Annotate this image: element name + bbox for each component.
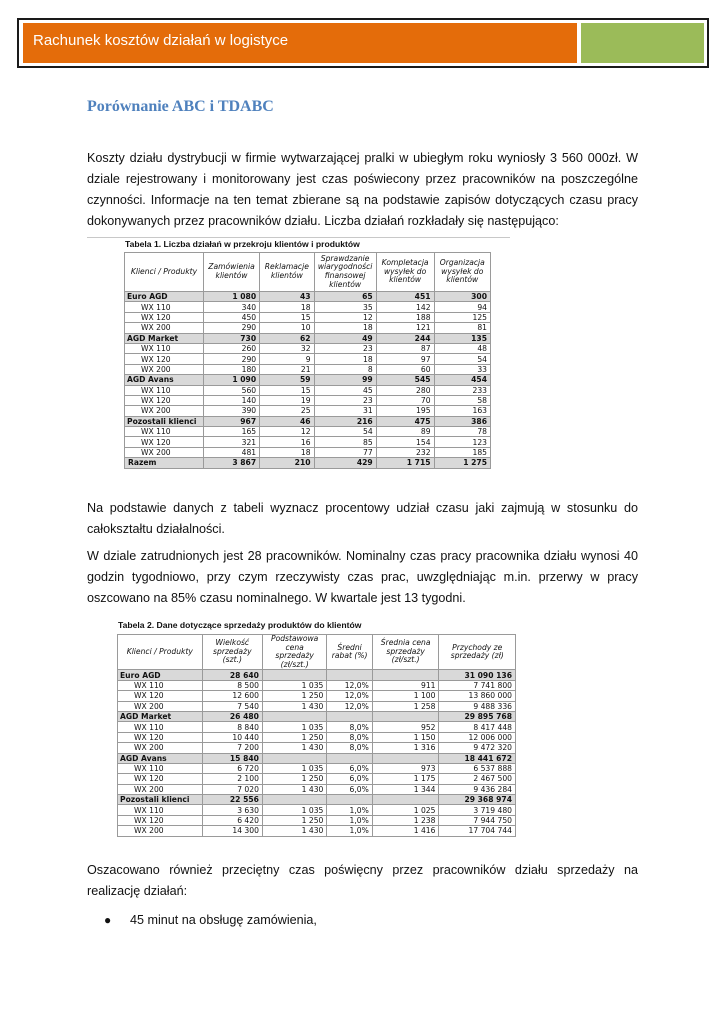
group-row: [118, 795, 516, 805]
paragraph-task: Na podstawie danych z tabeli wyznacz procentowy udział czasu jaki zajmują w stosunku do całokształtu działalności.: [87, 501, 638, 536]
table-cell: 454: [434, 375, 490, 385]
table-cell: 2 100: [202, 774, 262, 784]
table-cell: 43: [260, 292, 314, 302]
table-cell: 46: [260, 416, 314, 426]
row-label: WX 120: [118, 732, 203, 742]
table-cell: 195: [376, 406, 434, 416]
table-cell: 3 867: [203, 458, 259, 468]
table-cell: 1 430: [262, 784, 326, 794]
column-header: Kompletacja wysyłek do klientów: [376, 253, 434, 292]
table-cell: 54: [434, 354, 490, 364]
table-cell: 1 250: [262, 691, 326, 701]
table-cell: 15: [260, 312, 314, 322]
row-label: WX 110: [125, 427, 204, 437]
row-label: AGD Avans: [118, 753, 203, 763]
table-row: [118, 763, 516, 773]
table-row: [125, 323, 491, 333]
table-cell: 8 840: [202, 722, 262, 732]
table-cell: 8 417 448: [439, 722, 516, 732]
table-cell: [262, 670, 326, 680]
table-cell: 60: [376, 364, 434, 374]
header-accent-block: [581, 23, 704, 63]
table-cell: 23: [314, 395, 376, 405]
table-cell: 300: [434, 292, 490, 302]
table-cell: 85: [314, 437, 376, 447]
paragraph-costs-intro: Koszty działu dystrybucji w firmie wytwarzającej pralki w ubiegłym roku wyniosły 3 560 000zł. W dziale rejestrowany i monitorowany jest czas poświecony przez pracowników na poszczególne czynności. Informacje na ten temat zbierane są na podstawie zapisów dotyczących czasu pracy dokonywanych przez pracowników działu. Liczba działań rozkładały się następująco:: [87, 151, 638, 228]
table-cell: 952: [372, 722, 439, 732]
table-cell: 32: [260, 343, 314, 353]
table-cell: 450: [203, 312, 259, 322]
table-cell: 451: [376, 292, 434, 302]
table-cell: 33: [434, 364, 490, 374]
table-cell: 1 035: [262, 680, 326, 690]
table-cell: 35: [314, 302, 376, 312]
table-cell: 12: [314, 312, 376, 322]
table-cell: 31: [314, 406, 376, 416]
page-header: [17, 18, 709, 68]
table-cell: 78: [434, 427, 490, 437]
row-label: WX 110: [118, 763, 203, 773]
table-cell: 560: [203, 385, 259, 395]
table-cell: 321: [203, 437, 259, 447]
table-cell: 18: [260, 447, 314, 457]
table-row: [125, 385, 491, 395]
table-cell: 19: [260, 395, 314, 405]
row-label: AGD Market: [125, 333, 204, 343]
table-cell: 45: [314, 385, 376, 395]
table-cell: 87: [376, 343, 434, 353]
row-label: Razem: [125, 458, 204, 468]
group-row: [118, 670, 516, 680]
table-cell: 967: [203, 416, 259, 426]
table-cell: [262, 795, 326, 805]
table-cell: 18: [314, 354, 376, 364]
table-cell: 8,0%: [327, 732, 372, 742]
table-cell: 15: [260, 385, 314, 395]
header-title-bar: [23, 23, 577, 63]
column-header: Klienci / Produkty: [125, 253, 204, 292]
table-cell: 94: [434, 302, 490, 312]
column-header: Zamówienia klientów: [203, 253, 259, 292]
group-row: [125, 416, 491, 426]
table-cell: [327, 711, 372, 721]
table-row: [125, 427, 491, 437]
column-header: Reklamacje klientów: [260, 253, 314, 292]
group-row: [118, 711, 516, 721]
table-cell: 1 080: [203, 292, 259, 302]
table-top-rule: [87, 237, 510, 238]
table-header-row: [125, 253, 491, 292]
table-cell: 140: [203, 395, 259, 405]
table-cell: 12: [260, 427, 314, 437]
row-label: AGD Market: [118, 711, 203, 721]
table-row: [125, 395, 491, 405]
table-cell: 1 430: [262, 701, 326, 711]
table-cell: 54: [314, 427, 376, 437]
table-row: [125, 312, 491, 322]
table-cell: 185: [434, 447, 490, 457]
table2-title: Tabela 2. Dane dotyczące sprzedaży produktów do klientów: [118, 620, 362, 630]
table-cell: 9: [260, 354, 314, 364]
section-heading: Porównanie ABC i TDABC: [87, 98, 274, 115]
list-item: [104, 910, 317, 931]
table-cell: 17 704 744: [439, 826, 516, 836]
table-cell: 1 430: [262, 826, 326, 836]
table-cell: 16: [260, 437, 314, 447]
table-cell: 9 488 336: [439, 701, 516, 711]
table-row: [125, 343, 491, 353]
table-cell: 545: [376, 375, 434, 385]
table-cell: 18: [260, 302, 314, 312]
table-row: [125, 364, 491, 374]
table-cell: 99: [314, 375, 376, 385]
table-cell: 1 100: [372, 691, 439, 701]
table-cell: 29 895 768: [439, 711, 516, 721]
group-row: [125, 333, 491, 343]
table-cell: 12,0%: [327, 680, 372, 690]
total-row: [125, 458, 491, 468]
table-row: [118, 680, 516, 690]
row-label: WX 120: [125, 312, 204, 322]
table-cell: 18 441 672: [439, 753, 516, 763]
row-label: WX 120: [125, 354, 204, 364]
table-cell: 386: [434, 416, 490, 426]
table-cell: 7 741 800: [439, 680, 516, 690]
table-cell: 49: [314, 333, 376, 343]
table-cell: 6,0%: [327, 784, 372, 794]
table-cell: 216: [314, 416, 376, 426]
table-header-row: [118, 635, 516, 670]
table-cell: 9 436 284: [439, 784, 516, 794]
row-label: WX 120: [118, 815, 203, 825]
table-row: [118, 826, 516, 836]
table-cell: 31 090 136: [439, 670, 516, 680]
table-cell: 97: [376, 354, 434, 364]
row-label: WX 120: [118, 691, 203, 701]
row-label: WX 200: [125, 364, 204, 374]
table-cell: 89: [376, 427, 434, 437]
table-cell: 12 006 000: [439, 732, 516, 742]
table-cell: [262, 753, 326, 763]
table-cell: 3 719 480: [439, 805, 516, 815]
table-cell: [327, 753, 372, 763]
table-row: [118, 815, 516, 825]
table-row: [118, 691, 516, 701]
table-cell: 23: [314, 343, 376, 353]
table-row: [118, 784, 516, 794]
row-label: WX 110: [125, 343, 204, 353]
column-header: Wielkość sprzedaży (szt.): [202, 635, 262, 670]
row-label: Pozostali klienci: [125, 416, 204, 426]
list-item-text: 45 minut na obsługę zamówienia,: [130, 913, 317, 927]
table-cell: 1 035: [262, 763, 326, 773]
table-cell: 14 300: [202, 826, 262, 836]
row-label: WX 110: [118, 805, 203, 815]
table-cell: 125: [434, 312, 490, 322]
table-cell: 7 944 750: [439, 815, 516, 825]
table-cell: 10 440: [202, 732, 262, 742]
table-cell: 3 630: [202, 805, 262, 815]
table-cell: [262, 711, 326, 721]
row-label: WX 110: [118, 680, 203, 690]
table-cell: 29 368 974: [439, 795, 516, 805]
column-header: Średni rabat (%): [327, 635, 372, 670]
table-cell: 59: [260, 375, 314, 385]
table-cell: 475: [376, 416, 434, 426]
table-row: [118, 805, 516, 815]
paragraph-employees: W dziale zatrudnionych jest 28 pracowników. Nominalny czas pracy pracownika działu wynosi 40 godzin tygodniowo, przy czym rzeczywisty czas prac, uwzględniając m.in. przerwy w pracy oszcowano na 85% czasu nominalnego. W kwartale jest 13 tygodni.: [87, 549, 638, 605]
table-cell: 2 467 500: [439, 774, 516, 784]
table-cell: 911: [372, 680, 439, 690]
table-cell: 6 537 888: [439, 763, 516, 773]
table-cell: 1 090: [203, 375, 259, 385]
table-cell: 163: [434, 406, 490, 416]
table-cell: 973: [372, 763, 439, 773]
table-cell: 6 420: [202, 815, 262, 825]
table-row: [125, 437, 491, 447]
table-cell: 232: [376, 447, 434, 457]
table-cell: 77: [314, 447, 376, 457]
table-cell: 8,0%: [327, 722, 372, 732]
row-label: WX 120: [125, 395, 204, 405]
row-label: WX 200: [118, 701, 203, 711]
table-row: [125, 354, 491, 364]
table-cell: 25: [260, 406, 314, 416]
bullet-icon: ●: [104, 913, 112, 927]
table-cell: 70: [376, 395, 434, 405]
table-cell: 481: [203, 447, 259, 457]
table-cell: 6,0%: [327, 774, 372, 784]
table-cell: 1 416: [372, 826, 439, 836]
table-cell: 210: [260, 458, 314, 468]
table-cell: 280: [376, 385, 434, 395]
table-cell: 6,0%: [327, 763, 372, 773]
table-row: [118, 701, 516, 711]
table-cell: 180: [203, 364, 259, 374]
table-cell: 10: [260, 323, 314, 333]
table-cell: 12,0%: [327, 691, 372, 701]
paragraph-time-estimate: Oszacowano również przeciętny czas poświęcny przez pracowników działu sprzedaży na realizację działań:: [87, 863, 638, 898]
row-label: WX 200: [118, 784, 203, 794]
group-row: [125, 292, 491, 302]
table-cell: 1 275: [434, 458, 490, 468]
table-cell: 260: [203, 343, 259, 353]
table-cell: 121: [376, 323, 434, 333]
row-label: WX 120: [125, 437, 204, 447]
table-cell: [327, 795, 372, 805]
row-label: Euro AGD: [118, 670, 203, 680]
table-cell: 9 472 320: [439, 743, 516, 753]
table-cell: 1 250: [262, 732, 326, 742]
table-cell: 48: [434, 343, 490, 353]
table-cell: 154: [376, 437, 434, 447]
table-cell: 15 840: [202, 753, 262, 763]
row-label: AGD Avans: [125, 375, 204, 385]
group-row: [118, 753, 516, 763]
table-cell: 1 430: [262, 743, 326, 753]
table-cell: [327, 670, 372, 680]
table-cell: [372, 753, 439, 763]
table-cell: 1 250: [262, 774, 326, 784]
row-label: WX 110: [125, 385, 204, 395]
table-cell: 233: [434, 385, 490, 395]
column-header: Organizacja wysyłek do klientów: [434, 253, 490, 292]
table-cell: 1 150: [372, 732, 439, 742]
header-title: Rachunek kosztów działań w logistyce: [33, 32, 289, 49]
table-cell: 8: [314, 364, 376, 374]
table-cell: 65: [314, 292, 376, 302]
table-row: [125, 406, 491, 416]
row-label: Euro AGD: [125, 292, 204, 302]
table-cell: 390: [203, 406, 259, 416]
column-header: Podstawowa cena sprzedaży (zł/szt.): [262, 635, 326, 670]
group-row: [125, 375, 491, 385]
table-cell: [372, 795, 439, 805]
table-cell: 290: [203, 354, 259, 364]
table-cell: 26 480: [202, 711, 262, 721]
table-cell: 1,0%: [327, 805, 372, 815]
table-cell: 13 860 000: [439, 691, 516, 701]
table-cell: 81: [434, 323, 490, 333]
table-cell: 62: [260, 333, 314, 343]
column-header: Przychody ze sprzedaży (zł): [439, 635, 516, 670]
table-cell: 1 258: [372, 701, 439, 711]
column-header: Średnia cena sprzedaży (zł/szt.): [372, 635, 439, 670]
sales-table: [117, 634, 516, 837]
row-label: WX 120: [118, 774, 203, 784]
activities-table: [124, 252, 491, 469]
table-row: [118, 743, 516, 753]
table-row: [125, 447, 491, 457]
row-label: WX 110: [125, 302, 204, 312]
table-cell: 123: [434, 437, 490, 447]
table-row: [118, 774, 516, 784]
table-cell: 730: [203, 333, 259, 343]
table-cell: 1 025: [372, 805, 439, 815]
table-cell: 22 556: [202, 795, 262, 805]
table-cell: [372, 711, 439, 721]
table-cell: 8,0%: [327, 743, 372, 753]
table-cell: 188: [376, 312, 434, 322]
table1-title: Tabela 1. Liczba działań w przekroju klientów i produktów: [125, 239, 360, 249]
table-cell: 244: [376, 333, 434, 343]
table-cell: 1,0%: [327, 826, 372, 836]
table-cell: 1 035: [262, 722, 326, 732]
table-row: [118, 722, 516, 732]
table-cell: 1 715: [376, 458, 434, 468]
table-cell: 340: [203, 302, 259, 312]
table-row: [125, 302, 491, 312]
row-label: WX 200: [118, 743, 203, 753]
table-cell: 21: [260, 364, 314, 374]
row-label: WX 200: [118, 826, 203, 836]
table-cell: 8 500: [202, 680, 262, 690]
table-cell: 1 035: [262, 805, 326, 815]
column-header: Klienci / Produkty: [118, 635, 203, 670]
table-cell: 1,0%: [327, 815, 372, 825]
table-cell: 1 250: [262, 815, 326, 825]
table-cell: [372, 670, 439, 680]
table-cell: 7 020: [202, 784, 262, 794]
table-cell: 1 175: [372, 774, 439, 784]
table-cell: 429: [314, 458, 376, 468]
table-cell: 7 540: [202, 701, 262, 711]
table-cell: 12,0%: [327, 701, 372, 711]
table-cell: 165: [203, 427, 259, 437]
column-header: Sprawdzanie wiarygodności finansowej klientów: [314, 253, 376, 292]
row-label: WX 110: [118, 722, 203, 732]
row-label: WX 200: [125, 323, 204, 333]
table-cell: 1 316: [372, 743, 439, 753]
table-cell: 1 344: [372, 784, 439, 794]
table-cell: 18: [314, 323, 376, 333]
table-row: [118, 732, 516, 742]
table-cell: 142: [376, 302, 434, 312]
table-cell: 58: [434, 395, 490, 405]
table-cell: 290: [203, 323, 259, 333]
table-cell: 12 600: [202, 691, 262, 701]
table-cell: 28 640: [202, 670, 262, 680]
row-label: WX 200: [125, 447, 204, 457]
table-cell: 6 720: [202, 763, 262, 773]
table-cell: 135: [434, 333, 490, 343]
row-label: Pozostali klienci: [118, 795, 203, 805]
row-label: WX 200: [125, 406, 204, 416]
table-cell: 7 200: [202, 743, 262, 753]
table-cell: 1 238: [372, 815, 439, 825]
